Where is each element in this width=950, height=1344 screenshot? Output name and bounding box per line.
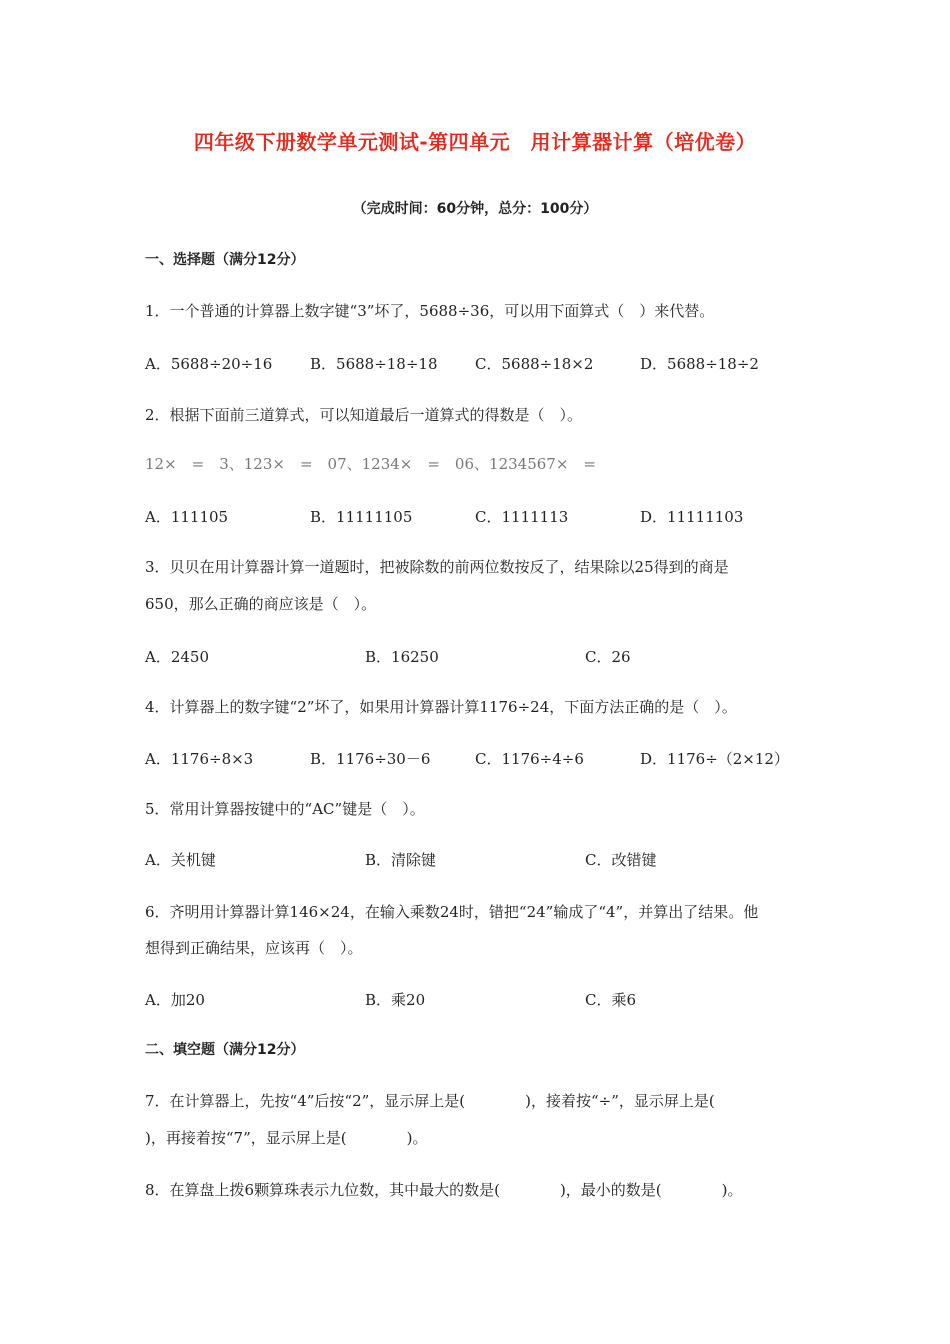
question-5-option-c: C．改错键 (585, 851, 657, 869)
section-heading-choice: 一、选择题（满分12分） (145, 252, 305, 268)
question-6-option-b: B．乘20 (365, 991, 426, 1009)
page-title: 四年级下册数学单元测试-第四单元 用计算器计算（培优卷） (193, 130, 757, 154)
question-8-stem: 8．在算盘上拨6颗算珠表示九位数，其中最大的数是( )，最小的数是( )。 (145, 1181, 743, 1199)
question-3-option-a: A．2450 (145, 648, 210, 666)
question-5-option-a: A．关机键 (145, 851, 216, 869)
question-1-option-a: A．5688÷20÷16 (145, 355, 273, 373)
exam-info: （完成时间：60分钟，总分：100分） (352, 201, 598, 217)
question-4-option-b: B．1176÷30－6 (310, 750, 431, 768)
question-5-stem: 5．常用计算器按键中的“AC”键是（ ）。 (145, 800, 425, 818)
question-3-option-c: C．26 (585, 648, 631, 666)
question-6-stem-line-2: 想得到正确结果，应该再（ ）。 (145, 939, 363, 957)
question-3-stem-line-1: 3．贝贝在用计算器计算一道题时，把被除数的前两位数按反了，结果除以25得到的商是 (145, 558, 729, 576)
section-heading-fill: 二、填空题（满分12分） (145, 1042, 305, 1058)
question-4-stem: 4．计算器上的数字键“2”坏了，如果用计算器计算1176÷24，下面方法正确的是（ ）。 (145, 698, 737, 716)
question-3-stem-line-2: 650，那么正确的商应该是（ ）。 (145, 595, 377, 613)
question-6-stem-line-1: 6．齐明用计算器计算146×24，在输入乘数24时，错把“24”输成了“4”，并算出了结果。他 (145, 903, 759, 921)
question-1-option-d: D．5688÷18÷2 (640, 355, 759, 373)
question-2-stem: 2．根据下面前三道算式，可以知道最后一道算式的得数是（ ）。 (145, 406, 583, 424)
question-2-option-c: C．1111113 (475, 508, 569, 526)
question-2-formula: 12× = 3、123× = 07、1234× = 06、1234567× = (145, 455, 596, 473)
question-4-option-a: A．1176÷8×3 (145, 750, 254, 768)
question-1-stem: 1．一个普通的计算器上数字键“3”坏了，5688÷36，可以用下面算式（ ）来代替。 (145, 302, 715, 320)
question-7-stem-line-1: 7．在计算器上，先按“4”后按“2”，显示屏上是( )，接着按“÷”，显示屏上是( (145, 1092, 715, 1110)
question-6-option-a: A．加20 (145, 991, 205, 1009)
question-7-stem-line-2: )，再接着按“7”，显示屏上是( )。 (145, 1129, 428, 1147)
question-6-option-c: C．乘6 (585, 991, 637, 1009)
question-1-option-c: C．5688÷18×2 (475, 355, 594, 373)
question-4-option-c: C．1176÷4÷6 (475, 750, 584, 768)
question-4-option-d: D．1176÷（2×12） (640, 750, 789, 768)
question-3-option-b: B．16250 (365, 648, 439, 666)
question-2-option-d: D．11111103 (640, 508, 744, 526)
question-5-option-b: B．清除键 (365, 851, 437, 869)
question-2-option-b: B．11111105 (310, 508, 413, 526)
question-2-option-a: A．111105 (145, 508, 229, 526)
question-1-option-b: B．5688÷18÷18 (310, 355, 438, 373)
